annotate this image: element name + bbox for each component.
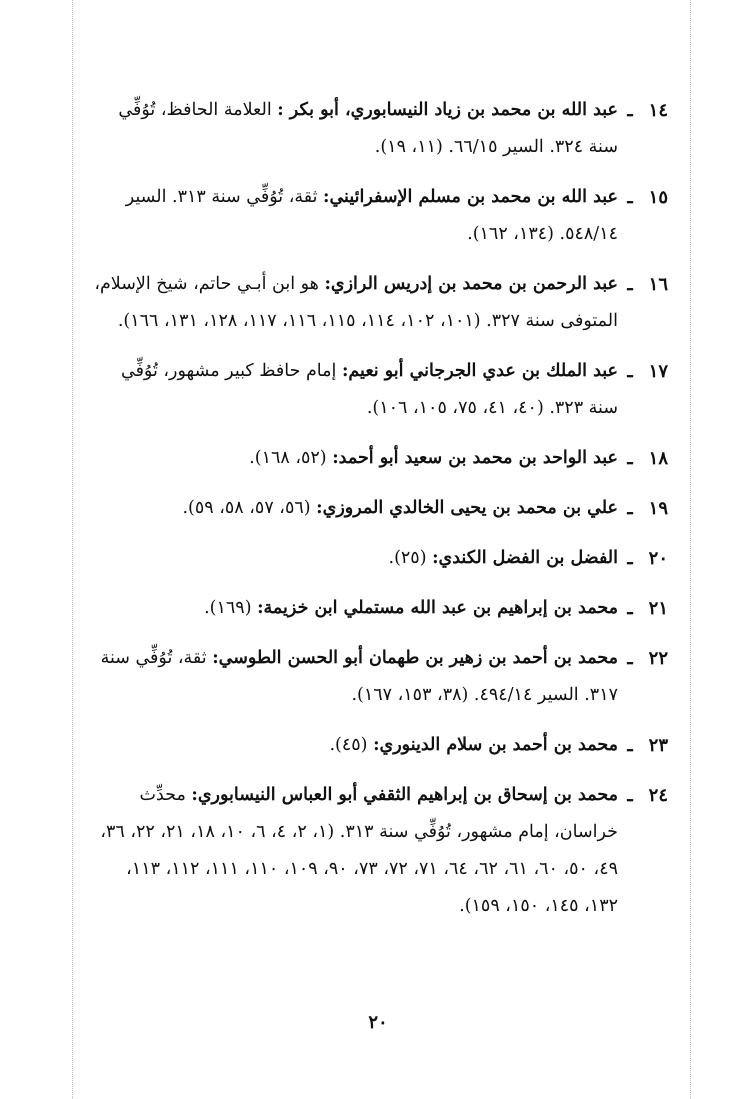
index-entry-20 — [90, 540, 668, 577]
narrator-details: إمام حافظ كبير مشهور، تُوُفِّي سنة ٣٢٣. (٤٠، ٤١، ٧٥، ١٠٥، ١٠٦). — [120, 361, 618, 418]
narrator-name: عبد الرحمن بن محمد بن إدريس الرازي: — [324, 274, 618, 294]
index-entry-16 — [90, 266, 668, 340]
entry-number: ٢٠ — [648, 548, 668, 569]
entry-dash: ـ — [627, 187, 633, 208]
index-entry-18 — [90, 440, 668, 477]
entry-dash: ـ — [627, 498, 633, 519]
margin-rule-right — [690, 0, 691, 1099]
entry-number: ٢٢ — [648, 648, 668, 669]
index-entry-22 — [90, 640, 668, 714]
narrator-details: (١٦٩). — [204, 598, 258, 618]
entry-number: ١٤ — [648, 100, 668, 121]
entry-dash: ـ — [627, 361, 633, 382]
index-entry-17 — [90, 353, 668, 427]
entry-dash: ـ — [627, 548, 633, 569]
index-entry-14 — [90, 92, 668, 166]
entry-number: ١٨ — [648, 448, 668, 469]
narrator-name: محمد بن أحمد بن سلام الدينوري: — [373, 735, 618, 755]
index-entry-21 — [90, 590, 668, 627]
narrator-name: عبد الواحد بن محمد بن سعيد أبو أحمد: — [332, 448, 618, 468]
entry-dash: ـ — [627, 785, 633, 806]
entry-number: ١٦ — [648, 274, 668, 295]
narrator-name: عبد الملك بن عدي الجرجاني أبو نعيم: — [341, 361, 618, 381]
entry-number: ١٥ — [648, 187, 668, 208]
entry-dash: ـ — [627, 598, 633, 619]
entry-number: ١٩ — [648, 498, 668, 519]
narrator-details: هو ابن أبـي حاتم، شيخ الإسلام، المتوفى سنة ٣٢٧. (١٠١، ١٠٢، ١١٤، ١١٥، ١١٦، ١١٧، ١٢٨، ١٣١، ١٦٦). — [94, 274, 618, 331]
page-number: ٢٠ — [368, 1012, 388, 1033]
entry-number: ٢١ — [648, 598, 668, 619]
narrator-details: العلامة الحافظ، تُوُفِّي سنة ٣٢٤. السير ٦٦/١٥. (١١، ١٩). — [118, 100, 618, 157]
narrator-details: (٤٥). — [329, 735, 374, 755]
entry-dash: ـ — [627, 448, 633, 469]
entry-dash: ـ — [627, 648, 633, 669]
entry-number: ٢٣ — [648, 735, 668, 756]
index-entry-24 — [90, 777, 668, 925]
narrator-name: الفضل بن الفضل الكندي: — [432, 548, 618, 568]
index-entry-19 — [90, 490, 668, 527]
narrator-details: (٥٦، ٥٧، ٥٨، ٥٩). — [182, 498, 317, 518]
narrator-details: محدِّث خراسان، إمام مشهور، تُوُفِّي سنة ٣١٣. (١، ٢، ٤، ٦، ١٠، ١٨، ٢١، ٢٢، ٣٦، ٤٩، ٥٠، ٦٠، ٦١، ٦٢، ٦٤، ٧١، ٧٢، ٧٣، ٩٠، ١٠٩، ١١٠، ١١١، ١١٢، ١١٣، ١٣٢، ١٤٥، ١٥٠، ١٥٩). — [100, 785, 618, 916]
entry-number: ٢٤ — [648, 785, 668, 806]
index-entry-15 — [90, 179, 668, 253]
entry-dash: ـ — [627, 100, 633, 121]
narrator-name: عبد الله بن محمد بن مسلم الإسفرائيني: — [323, 187, 618, 207]
index-page — [90, 92, 668, 938]
narrator-details: (٥٢، ١٦٨). — [249, 448, 333, 468]
entry-dash: ـ — [627, 735, 633, 756]
entry-dash: ـ — [627, 274, 633, 295]
narrator-details: (٢٥). — [388, 548, 433, 568]
index-entry-23 — [90, 727, 668, 764]
narrator-details: ثقة، تُوُفِّي سنة ٣١٣. السير ٥٤٨/١٤. (١٣٤، ١٦٢). — [125, 187, 618, 244]
narrator-name: عبد الله بن محمد بن زياد النيسابوري، أبو بكر : — [277, 100, 618, 120]
narrator-name: محمد بن أحمد بن زهير بن طهمان أبو الحسن الطوسي: — [212, 648, 618, 668]
narrator-details: ثقة، تُوُفِّي سنة ٣١٧. السير ٤٩٤/١٤. (٣٨، ١٥٣، ١٦٧). — [100, 648, 618, 705]
narrator-name: محمد بن إسحاق بن إبراهيم الثقفي أبو العباس النيسابوري: — [191, 785, 618, 805]
narrator-name: علي بن محمد بن يحيى الخالدي المروزي: — [316, 498, 618, 518]
margin-rule-left — [72, 0, 73, 1099]
entry-number: ١٧ — [648, 361, 668, 382]
narrator-name: محمد بن إبراهيم بن عبد الله مستملي ابن خزيمة: — [257, 598, 618, 618]
